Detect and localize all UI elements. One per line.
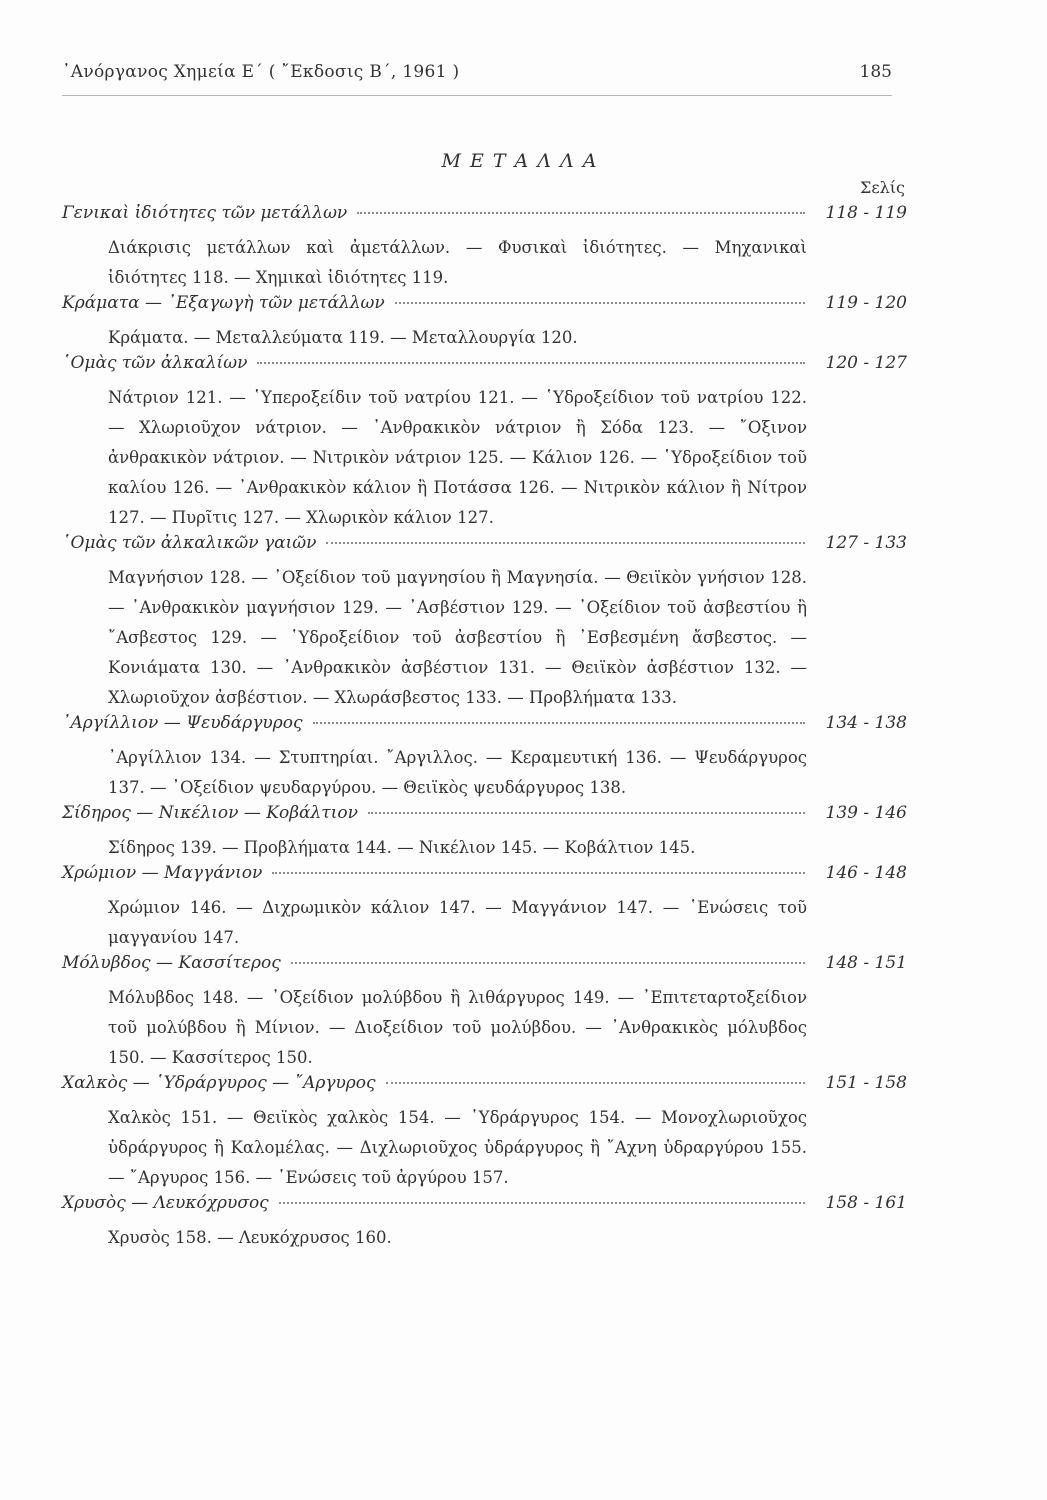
toc-entry bbox=[62, 1073, 907, 1193]
entry-title: Γενικαὶ ἰδιότητες τῶν μετάλλων bbox=[62, 203, 348, 223]
page-column-label: Σελίς bbox=[860, 178, 905, 197]
toc-entry bbox=[62, 1193, 907, 1253]
entry-pages: 120 - 127 bbox=[825, 353, 907, 373]
toc-entry bbox=[62, 713, 907, 803]
entry-title: Μόλυβδος — Κασσίτερος bbox=[62, 953, 281, 973]
dot-leader bbox=[386, 1082, 805, 1084]
entry-title: Σίδηρος — Νικέλιον — Κοβάλτιον bbox=[62, 803, 358, 823]
entry-subtopics: Κράματα. — Μεταλλεύματα 119. — Μεταλλουργία 120. bbox=[108, 328, 578, 347]
entry-subtopics: Χρώμιον 146. — Διχρωμικὸν κάλιον 147. — Μαγγάνιον 147. — ῾Ενώσεις τοῦ μαγγανίου 147. bbox=[108, 898, 807, 947]
dot-leader bbox=[272, 872, 805, 874]
dot-leader bbox=[279, 1202, 805, 1204]
entry-pages: 134 - 138 bbox=[825, 713, 907, 733]
toc-entry bbox=[62, 353, 907, 533]
entry-pages: 146 - 148 bbox=[825, 863, 907, 883]
entry-title: Κράματα — ᾿Εξαγωγὴ τῶν μετάλλων bbox=[62, 293, 385, 313]
entry-pages: 119 - 120 bbox=[825, 293, 907, 313]
toc-entry bbox=[62, 533, 907, 713]
entry-title: ῾Ομὰς τῶν ἀλκαλικῶν γαιῶν bbox=[62, 533, 317, 553]
entry-pages: 118 - 119 bbox=[825, 203, 907, 223]
page-header bbox=[62, 62, 892, 90]
entry-subtopics: Χαλκὸς 151. — Θειϊκὸς χαλκὸς 154. — ῾Υδράργυρος 154. — Μονοχλωριοῦχος ὑδράργυρος ἢ Καλομέλας. — Διχλωριοῦχος ὑδράργυρος ἢ ῎Αχνη ὑδραργύρου 155. — ῎Αργυρος 156. — ῾Ενώσεις τοῦ ἀργύρου 157. bbox=[108, 1108, 807, 1187]
entry-title: ῾Ομὰς τῶν ἀλκαλίων bbox=[62, 353, 248, 373]
entry-title: Χρυσὸς — Λευκόχρυσος bbox=[62, 1193, 269, 1213]
entry-subtopics: Μόλυβδος 148. — ᾿Οξείδιον μολύβδου ἢ λιθάργυρος 149. — ᾿Επιτεταρτοξείδιον τοῦ μολύβδου ἢ Μίνιον. — Διοξείδιον τοῦ μολύβδου. — ᾿Ανθρακικὸς μόλυβδος 150. — Κασσίτερος 150. bbox=[108, 988, 807, 1067]
page-number: 185 bbox=[859, 62, 892, 82]
entry-pages: 158 - 161 bbox=[825, 1193, 907, 1213]
dot-leader bbox=[291, 962, 805, 964]
dot-leader bbox=[313, 722, 805, 724]
entry-pages: 151 - 158 bbox=[825, 1073, 907, 1093]
entry-title: Χαλκὸς — ῾Υδράργυρος — ῎Αργυρος bbox=[62, 1073, 376, 1093]
entry-pages: 148 - 151 bbox=[825, 953, 907, 973]
dot-leader bbox=[326, 542, 805, 544]
entry-subtopics: Σίδηρος 139. — Προβλήματα 144. — Νικέλιον 145. — Κοβάλτιον 145. bbox=[108, 838, 696, 857]
section-title: ΜΕΤΑΛΛΑ bbox=[441, 150, 606, 172]
entry-subtopics: Διάκρισις μετάλλων καὶ ἀμετάλλων. — Φυσικαὶ ἰδιότητες. — Μηχανικαὶ ἰδιότητες 118. — Χημικαὶ ἰδιότητες 119. bbox=[108, 238, 807, 287]
toc-entry bbox=[62, 953, 907, 1073]
toc-entry bbox=[62, 293, 907, 353]
entry-pages: 139 - 146 bbox=[825, 803, 907, 823]
toc-entry bbox=[62, 803, 907, 863]
entry-pages: 127 - 133 bbox=[825, 533, 907, 553]
dot-leader bbox=[357, 212, 805, 214]
entry-title: ᾿Αργίλλιον — Ψευδάργυρος bbox=[62, 713, 303, 733]
running-title: ᾿Ανόργανος Χημεία Ε΄ ( ῎Εκδοσις Β΄, 1961 ) bbox=[62, 62, 460, 82]
toc-entry bbox=[62, 203, 907, 293]
entry-subtopics: Χρυσὸς 158. — Λευκόχρυσος 160. bbox=[108, 1228, 392, 1247]
entry-subtopics: Μαγνήσιον 128. — ᾿Οξείδιον τοῦ μαγνησίου ἢ Μαγνησία. — Θειϊκὸν γνήσιον 128. — ᾿Ανθρακικὸν μαγνήσιον 129. — ᾿Ασβέστιον 129. — ᾿Οξείδιον τοῦ ἀσβεστίου ἢ ῎Ασβεστος 129. — ῾Υδροξείδιον τοῦ ἀσβεστίου ἢ ᾿Εσβεσμένη ἄσβεστος. — Κονιάματα 130. — ᾿Ανθρακικὸν ἀσβέστιον 131. — Θειϊκὸν ἀσβέστιον 132. — Χλωριοῦχον ἀσβέστιον. — Χλωράσβεστος 133. — Προβλήματα 133. bbox=[108, 568, 807, 707]
table-of-contents bbox=[62, 203, 907, 1253]
dot-leader bbox=[395, 302, 805, 304]
header-rule bbox=[62, 95, 892, 96]
dot-leader bbox=[368, 812, 805, 814]
entry-subtopics: Νάτριον 121. — ῾Υπεροξείδιν τοῦ νατρίου 121. — ῾Υδροξείδιον τοῦ νατρίου 122. — Χλωριοῦχον νάτριον. — ᾿Ανθρακικὸν νάτριον ἢ Σόδα 123. — ῎Οξινον ἀνθρακικὸν νάτριον. — Νιτρικὸν νάτριον 125. — Κάλιον 126. — ῾Υδροξείδιον τοῦ καλίου 126. — ᾿Ανθρακικὸν κάλιον ἢ Ποτάσσα 126. — Νιτρικὸν κάλιον ἢ Νίτρον 127. — Πυρῖτις 127. — Χλωρικὸν κάλιον 127. bbox=[108, 388, 807, 527]
toc-entry bbox=[62, 863, 907, 953]
entry-subtopics: ᾿Αργίλλιον 134. — Στυπτηρίαι. ῎Αργιλλος. — Κεραμευτική 136. — Ψευδάργυρος 137. — ᾿Οξείδιον ψευδαργύρου. — Θειϊκὸς ψευδάργυρος 138. bbox=[108, 748, 807, 797]
entry-title: Χρώμιον — Μαγγάνιον bbox=[62, 863, 263, 883]
dot-leader bbox=[257, 362, 805, 364]
